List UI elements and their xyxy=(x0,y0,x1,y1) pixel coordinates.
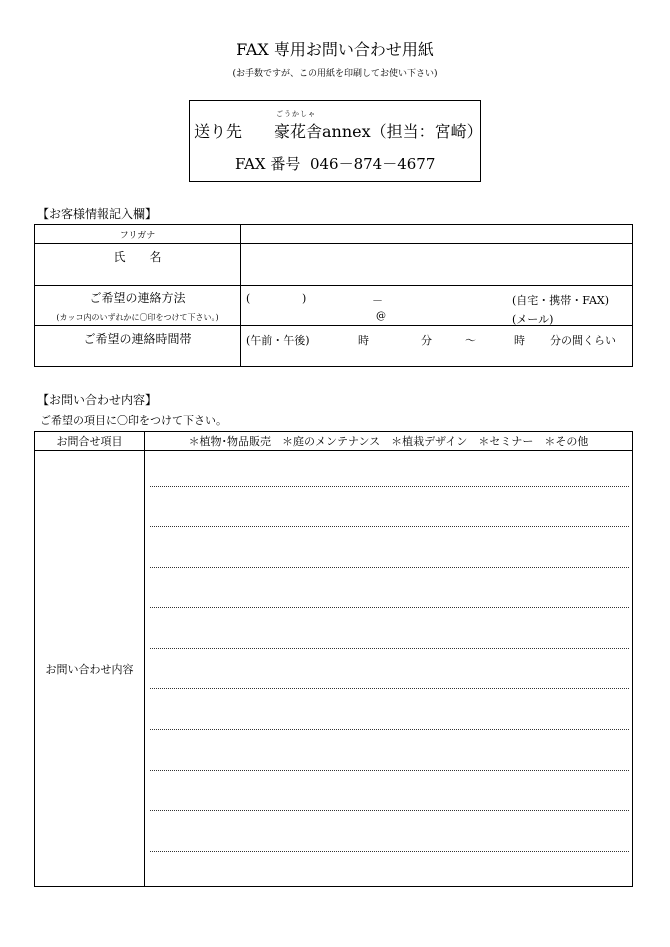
time-ampm: (午前・午後) xyxy=(246,334,310,347)
name-field[interactable] xyxy=(241,244,633,286)
at-mark: @ xyxy=(376,311,386,322)
time-end: 分の間くらい xyxy=(550,334,616,347)
writing-line xyxy=(150,851,629,852)
writing-line xyxy=(150,729,629,730)
fax-number: 046－874－4677 xyxy=(309,155,436,173)
writing-line xyxy=(150,526,629,527)
items-options[interactable]: ＊植物･物品販売 ＊庭のメンテナンス ＊植栽デザイン ＊セミナー ＊その他 xyxy=(145,432,633,451)
contact-label: ご希望の連絡方法 xyxy=(89,291,186,305)
customer-section-heading: 【お客様情報記入欄】 xyxy=(37,207,158,221)
contact-note: (カッコ内のいずれかに〇印をつけて下さい。) xyxy=(56,313,219,322)
mail-type: (メール) xyxy=(512,313,554,326)
inquiry-instruction: ご希望の項目に〇印をつけて下さい。 xyxy=(40,414,227,427)
writing-line xyxy=(150,688,629,689)
writing-line xyxy=(150,607,629,608)
writing-line xyxy=(150,486,629,487)
phone-open-paren: ( xyxy=(246,292,251,305)
writing-line xyxy=(150,770,629,771)
time-tilde: ～ xyxy=(465,334,476,347)
furigana-field[interactable] xyxy=(241,225,633,244)
inquiry-section-heading: 【お問い合わせ内容】 xyxy=(37,393,158,407)
send-to-label: 送り先 xyxy=(194,122,243,141)
time-hour-2: 時 xyxy=(514,334,525,347)
fax-line xyxy=(235,153,435,174)
fax-label: FAX 番号 xyxy=(235,155,301,173)
writing-line xyxy=(150,648,629,649)
writing-line xyxy=(150,567,629,568)
contact-label-cell xyxy=(35,286,241,326)
inquiry-table xyxy=(34,431,633,887)
content-label: お問い合わせ内容 xyxy=(35,451,145,887)
company-ruby: ごうかしゃ xyxy=(276,110,316,118)
content-field[interactable] xyxy=(145,451,633,887)
phone-close-paren: ) xyxy=(302,292,307,305)
furigana-label: フリガナ xyxy=(35,225,241,244)
items-label: お問合せ項目 xyxy=(35,432,145,451)
time-label: ご希望の連絡時間帯 xyxy=(35,326,241,367)
time-minute: 分 xyxy=(421,334,432,347)
writing-line xyxy=(150,810,629,811)
phone-dash: － xyxy=(372,294,383,307)
company-name: 豪花舎annex（担当：宮崎） xyxy=(274,122,483,141)
page-title: FAX 専用お問い合わせ用紙 xyxy=(236,40,434,59)
name-label: 氏 名 xyxy=(35,244,241,286)
time-hour: 時 xyxy=(358,334,369,347)
page-subtitle: (お手数ですが、この用紙を印刷してお使い下さい) xyxy=(232,69,438,79)
phone-type-options: (自宅・携帯・FAX) xyxy=(512,294,610,307)
